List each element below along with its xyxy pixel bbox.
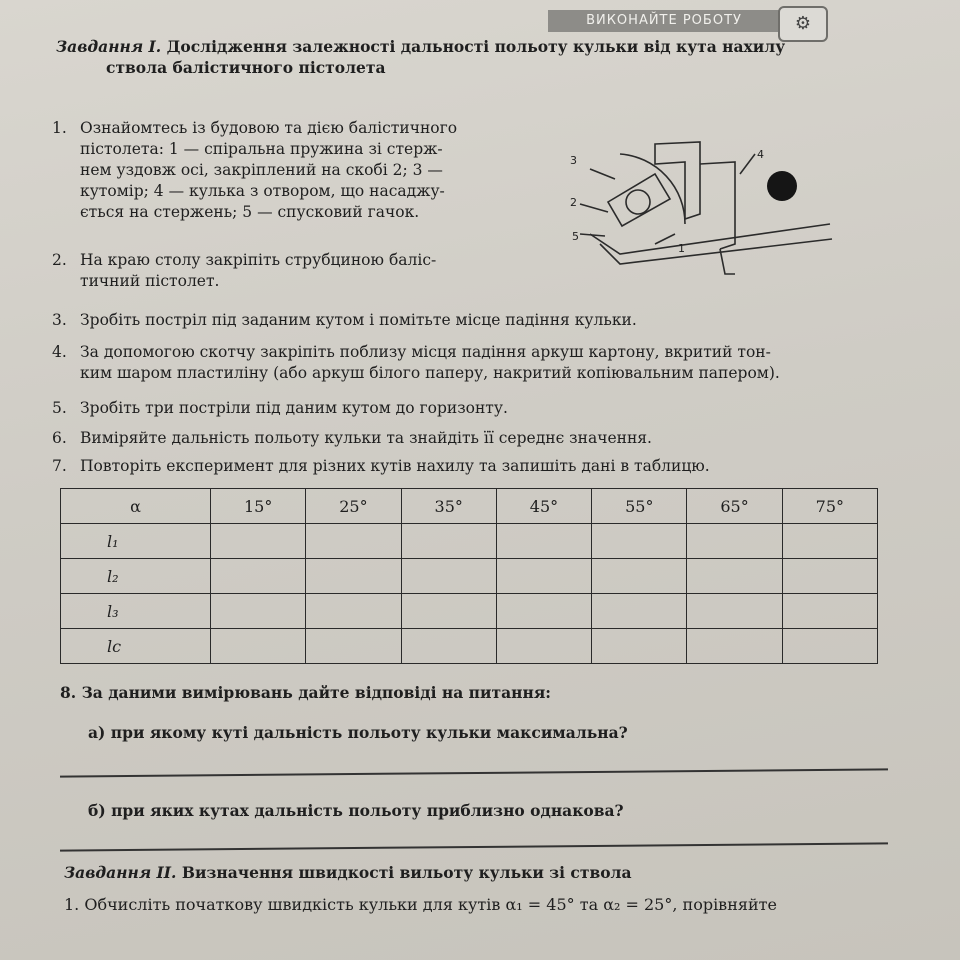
cell[interactable] — [496, 559, 591, 594]
table-row — [61, 629, 878, 664]
answer-line-b[interactable] — [60, 842, 888, 851]
task2-step-1: 1. Обчисліть початкову швидкість кульки для кутів α₁ = 45° та α₂ = 25°, порівняйте — [64, 895, 777, 914]
ball — [767, 171, 797, 201]
question-b: б) при яких кутах дальність польоту приблизно однакова? — [88, 801, 624, 820]
cell[interactable] — [211, 629, 306, 664]
row-label: l₃ — [61, 594, 211, 629]
label-3: 3 — [570, 154, 577, 167]
cell[interactable] — [496, 524, 591, 559]
ballistic-pistol-diagram — [560, 124, 840, 304]
step-2: 2. На краю столу закріпіть струбциною баліс- тичний пістолет. — [52, 251, 437, 290]
answer-line-a[interactable] — [60, 768, 888, 777]
cell[interactable] — [592, 559, 687, 594]
question-a: а) при якому куті дальність польоту кульки максимальна? — [88, 723, 628, 742]
cell[interactable] — [496, 594, 591, 629]
cell[interactable] — [306, 594, 401, 629]
cell[interactable] — [401, 594, 496, 629]
cell[interactable] — [211, 594, 306, 629]
cell[interactable] — [401, 559, 496, 594]
cell[interactable] — [496, 629, 591, 664]
cell[interactable] — [401, 629, 496, 664]
step-5: 5. Зробіть три постріли під даним кутом до горизонту. — [52, 399, 508, 417]
task2-title — [64, 862, 904, 883]
header-cell: 55° — [592, 489, 687, 524]
table-row — [61, 524, 878, 559]
cell[interactable] — [306, 559, 401, 594]
label-2: 2 — [570, 196, 577, 209]
label-1: 1 — [678, 242, 685, 255]
cell[interactable] — [687, 524, 782, 559]
table-header-row — [61, 489, 878, 524]
task1-title-line2: ствола балістичного пістолета — [106, 58, 386, 77]
task2-title-text: Визначення швидкості вильоту кульки зі ствола — [181, 863, 632, 882]
header-cell: 65° — [687, 489, 782, 524]
header-cell: 35° — [401, 489, 496, 524]
cell[interactable] — [306, 629, 401, 664]
label-4: 4 — [757, 148, 764, 161]
section-banner: ВИКОНАЙТЕ РОБОТУ — [548, 10, 780, 32]
label-5: 5 — [572, 230, 579, 243]
cell[interactable] — [687, 559, 782, 594]
task1-title — [56, 36, 876, 78]
cell[interactable] — [592, 524, 687, 559]
results-table — [60, 488, 878, 664]
step-7: 7. Повторіть експеримент для різних кутів нахилу та запишіть дані в таблицю. — [52, 457, 710, 475]
cell[interactable] — [306, 524, 401, 559]
step-4: 4. За допомогою скотчу закріпіть поблизу місця падіння аркуш картону, вкритий тон- ким шаром пластиліну (або аркуш білого паперу, накритий копіювальним папером). — [52, 343, 780, 382]
cell[interactable] — [782, 629, 877, 664]
cell[interactable] — [211, 559, 306, 594]
cell[interactable] — [592, 594, 687, 629]
task2-label: Завдання II. — [64, 863, 177, 882]
row-label: l₂ — [61, 559, 211, 594]
cell[interactable] — [687, 629, 782, 664]
header-cell: 25° — [306, 489, 401, 524]
task1-title-line1: Дослідження залежності дальності польоту кульки від кута нахилу — [166, 37, 786, 56]
row-label: lс — [61, 629, 211, 664]
brain-magnifier-icon: ⚙ — [778, 6, 828, 42]
cell[interactable] — [782, 559, 877, 594]
cell[interactable] — [211, 524, 306, 559]
cell[interactable] — [782, 524, 877, 559]
table-row — [61, 559, 878, 594]
cell[interactable] — [687, 594, 782, 629]
header-cell: 15° — [211, 489, 306, 524]
header-cell: α — [61, 489, 211, 524]
step-1: 1. Ознайомтесь із будовою та дією балістичного пістолета: 1 — спіральна пружина зі стерж- нем уздовж осі, закріплений на скобі 2; 3 — кутомір; 4 — кулька з отвором, що насаджу- ється на стержень; 5 — спусковий гачок. — [52, 119, 458, 221]
table-row — [61, 594, 878, 629]
cell[interactable] — [401, 524, 496, 559]
header-cell: 45° — [496, 489, 591, 524]
step-3: 3. Зробіть постріл під заданим кутом і помітьте місце падіння кульки. — [52, 311, 637, 329]
row-label: l₁ — [61, 524, 211, 559]
step-6: 6. Виміряйте дальність польоту кульки та знайдіть її середнє значення. — [52, 429, 652, 447]
cell[interactable] — [592, 629, 687, 664]
task1-label: Завдання I. — [56, 37, 162, 56]
step-8-intro: 8. За даними вимірювань дайте відповіді на питання: — [60, 683, 552, 702]
header-cell: 75° — [782, 489, 877, 524]
cell[interactable] — [782, 594, 877, 629]
